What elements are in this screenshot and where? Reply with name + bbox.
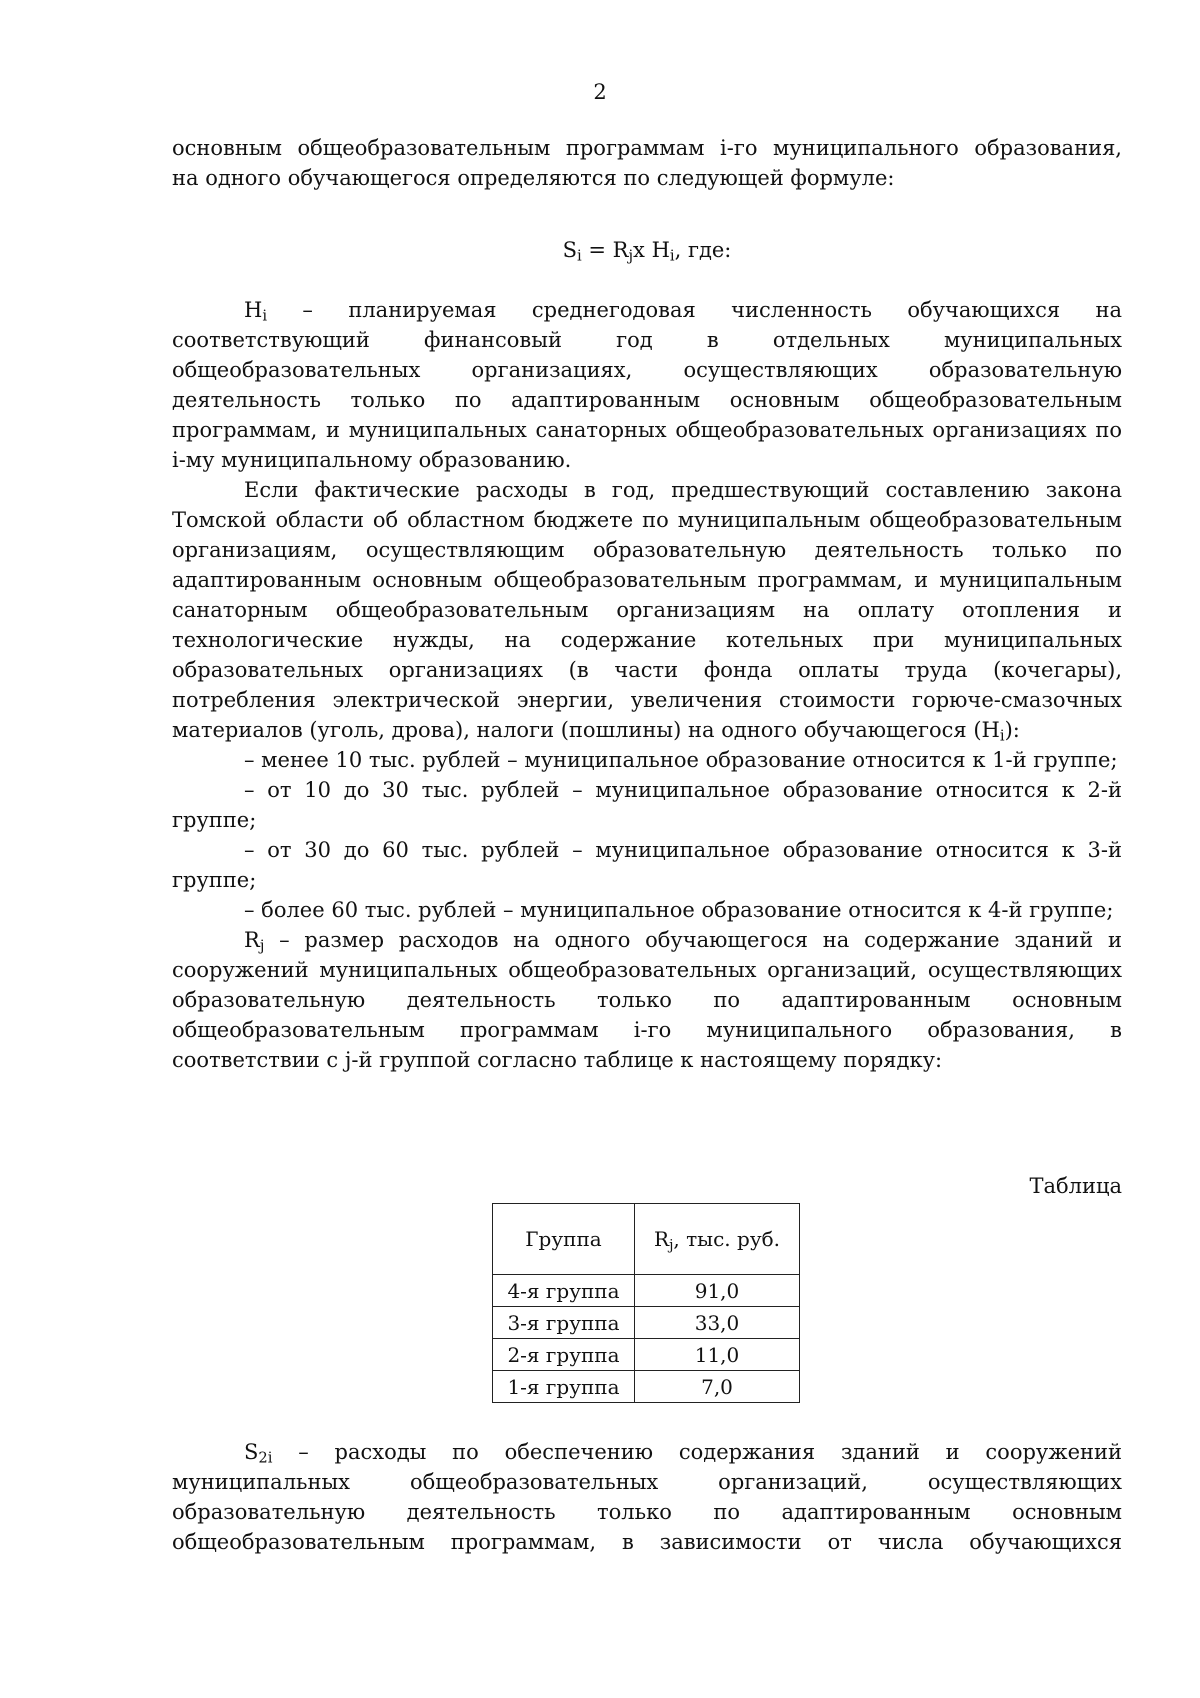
rj-definition: $R_j$ – размер расходов на одного обучающегося на содержание зданий и сооружений муниципальных общеобразовательных организаций, осуществляющих образовательную деятельность только по адаптированным основным общеобразовательным программам i-го муниципального образования, в соответствии с j-й группой согласно таблице к настоящему порядку: — [172, 928, 1122, 1072]
bottom-text — [172, 1437, 1122, 1557]
paragraph-top — [172, 133, 1122, 193]
table-cell-value: 7,0 — [635, 1371, 800, 1403]
page-number: 2 — [593, 80, 607, 104]
table-cell-group: 2-я группа — [493, 1339, 635, 1371]
paragraph-top-line-2: на одного обучающегося определяются по следующей формуле: — [172, 166, 895, 190]
s2i-definition: $S_{2i}$ – расходы по обеспечению содержания зданий и сооружений муниципальных общеобразовательных организаций, осуществляющих образовательную деятельность только по адаптированным основным общеобразовательным программам, в зависимости от числа обучающихся — [172, 1440, 1122, 1554]
table-row — [493, 1275, 800, 1307]
groups-table — [492, 1203, 800, 1403]
table-header-group: Группа — [493, 1204, 635, 1275]
expenses-paragraph: Если фактические расходы в год, предшествующий составлению закона Томской области об областном бюджете по муниципальным общеобразовательным организациям, осуществляющим образовательную деятельность только по адаптированным основным общеобразовательным программам, и муниципальным санаторным общеобразовательным организациям на оплату отопления и технологические нужды, на содержание котельных при муниципальных образовательных организациях (в части фонда оплаты труда (кочегары), потребления электрической энергии, увеличения стоимости горюче-смазочных материалов (уголь, дрова), налоги (пошлины) на одного обучающегося $(H_i)$: — [172, 478, 1122, 745]
table-cell-value: 91,0 — [635, 1275, 800, 1307]
group-list-item-3: – от 30 до 60 тыс. рублей – муниципальное образование относится к 3-й группе; — [172, 838, 1122, 892]
table-cell-value: 33,0 — [635, 1307, 800, 1339]
group-list-item-2: – от 10 до 30 тыс. рублей – муниципальное образование относится к 2-й группе; — [172, 778, 1122, 832]
table-header-row — [493, 1204, 800, 1275]
table-caption: Таблица — [1029, 1174, 1122, 1198]
formula: $S_i = R_jх$ $H_i$, где: — [562, 238, 732, 265]
paragraph-top-line-1: основным общеобразовательным программам i-го муниципального образования, — [172, 136, 1122, 160]
hi-definition: $H_i$ – планируемая среднегодовая численность обучающихся на соответствующий финансовый год в отдельных муниципальных общеобразовательных организациях, осуществляющих образовательную деятельность только по адаптированным основным общеобразовательным программам, и муниципальных санаторных общеобразовательных организациях по i-му муниципальному образованию. — [172, 298, 1122, 472]
table-header-rj: $R_j$, тыс. руб. — [635, 1204, 800, 1275]
table-row — [493, 1307, 800, 1339]
table-cell-value: 11,0 — [635, 1339, 800, 1371]
table-cell-group: 1-я группа — [493, 1371, 635, 1403]
table-row — [493, 1371, 800, 1403]
main-text — [172, 295, 1122, 1075]
group-list-item-4: – более 60 тыс. рублей – муниципальное образование относится к 4-й группе; — [244, 898, 1114, 922]
group-list-item-1: – менее 10 тыс. рублей – муниципальное образование относится к 1-й группе; — [244, 748, 1118, 772]
table-row — [493, 1339, 800, 1371]
table-cell-group: 3-я группа — [493, 1307, 635, 1339]
table-cell-group: 4-я группа — [493, 1275, 635, 1307]
